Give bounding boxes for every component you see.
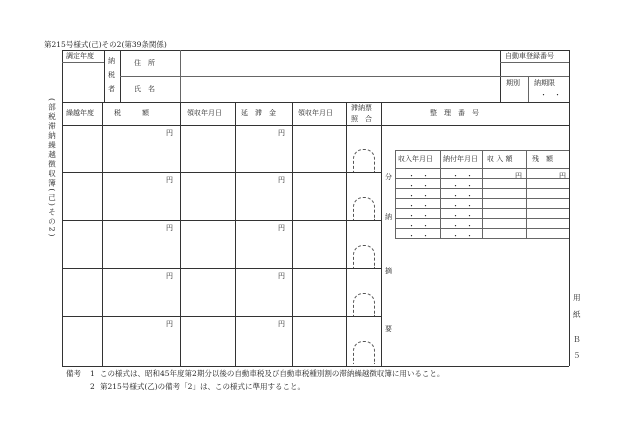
- remark-char-1: 分: [385, 173, 392, 181]
- date-dots: ・ ・: [452, 192, 473, 200]
- yen-tax-row-5: 円: [166, 320, 173, 328]
- seal-mark: [353, 245, 375, 268]
- col-voucher-1: 滞納票: [351, 104, 372, 112]
- note-2-number: 2: [90, 382, 95, 391]
- sub-col-recv-amount: 収 入 額: [487, 155, 513, 163]
- sub-col-balance: 残 額: [532, 155, 553, 163]
- remark-char-3: 摘: [385, 267, 392, 275]
- sub-col-pay-date: 納付年月日: [443, 155, 478, 163]
- car-reg-no-label: 自動車登録番号: [505, 52, 554, 60]
- date-dots: ・ ・: [452, 202, 473, 210]
- date-dots: ・ ・: [452, 232, 473, 240]
- yen-tax-row-4: 円: [166, 272, 173, 280]
- yen-delinq-row-1: 円: [278, 129, 285, 137]
- date-dots: ・ ・: [408, 192, 429, 200]
- sub-col-recv-date: 収入年月日: [398, 155, 433, 163]
- yen-tax-row-2: 円: [166, 176, 173, 184]
- remark-char-2: 納: [385, 213, 392, 221]
- col-delinquency: 延 滞 金: [241, 109, 276, 117]
- date-dots: ・ ・: [408, 212, 429, 220]
- seal-mark: [353, 149, 375, 172]
- note-1-text: この様式は、昭和45年度第2期分以後の自動車税及び自動車税種別割の滞納繰越徴収簿に用いること。: [100, 369, 445, 378]
- date-dots: ・ ・: [452, 222, 473, 230]
- date-dots: ・ ・: [452, 172, 473, 180]
- date-dots: ・ ・: [408, 182, 429, 190]
- yen-tax-row-3: 円: [166, 224, 173, 232]
- form-number: 第215号様式(己)その2(第39条関係): [44, 40, 167, 49]
- yen-balance: 円: [559, 172, 566, 180]
- seal-mark: [353, 341, 375, 364]
- col-ref-no: 整 理 番 号: [430, 109, 479, 117]
- date-dots: ・ ・: [452, 182, 473, 190]
- yen-tax-row-1: 円: [166, 129, 173, 137]
- note-2-text: 第215号様式(乙)の備考「2」は、この様式に準用すること。: [100, 382, 305, 391]
- taxpayer-char-1: 納: [108, 57, 115, 65]
- yen-delinq-row-3: 円: [278, 224, 285, 232]
- yen-delinq-row-2: 円: [278, 176, 285, 184]
- due-date-label: 納期限: [534, 79, 555, 87]
- col-carry-year: 繰越年度: [66, 109, 94, 117]
- period-label: 期別: [506, 79, 520, 87]
- note-1-number: 1: [90, 369, 95, 378]
- col-voucher-2: 照 合: [351, 115, 372, 123]
- date-dots: ・ ・: [452, 212, 473, 220]
- date-dots: ・ ・: [408, 232, 429, 240]
- tax-year-label: 調定年度: [66, 52, 94, 60]
- yen-delinq-row-5: 円: [278, 320, 285, 328]
- seal-mark: [353, 197, 375, 220]
- due-date-dots: ・ ・: [540, 91, 561, 99]
- date-dots: ・ ・: [408, 172, 429, 180]
- col-receipt-date-1: 領収年月日: [187, 109, 222, 117]
- col-receipt-date-2: 領収年月日: [298, 109, 333, 117]
- date-dots: ・ ・: [408, 202, 429, 210]
- col-tax-amount: 税 額: [114, 109, 149, 117]
- yen-recv-amount: 円: [515, 172, 522, 180]
- name-label: 氏 名: [134, 85, 155, 93]
- address-label: 住 所: [134, 59, 155, 67]
- side-title: (部税滞納繰越徴収簿(己)その2): [47, 98, 57, 239]
- remark-char-4: 要: [385, 325, 392, 333]
- notes-label: 備考: [66, 369, 81, 378]
- yen-delinq-row-4: 円: [278, 272, 285, 280]
- taxpayer-char-2: 税: [108, 71, 115, 79]
- date-dots: ・ ・: [408, 222, 429, 230]
- seal-mark: [353, 293, 375, 316]
- taxpayer-char-3: 者: [108, 85, 115, 93]
